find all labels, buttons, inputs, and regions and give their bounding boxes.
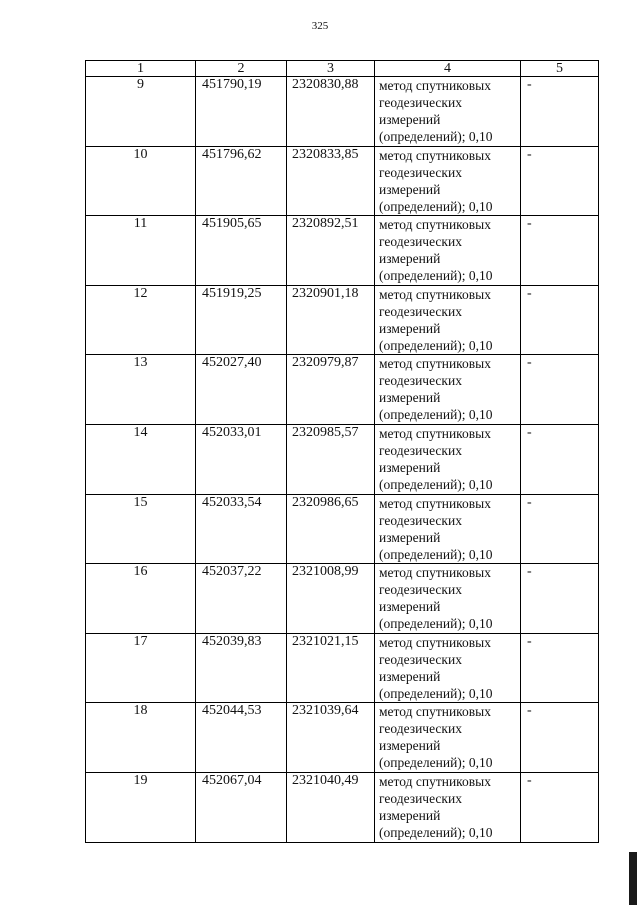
y-coordinate-cell: 2320830,88: [287, 77, 375, 147]
x-coordinate-cell: 452044,53: [196, 703, 287, 773]
table-row: [86, 424, 599, 494]
table-row: [86, 564, 599, 634]
point-number-cell: 12: [86, 285, 196, 355]
y-coordinate-cell: 2320901,18: [287, 285, 375, 355]
coordinates-table: [85, 60, 599, 843]
note-cell: -: [521, 424, 599, 494]
x-coordinate-cell: 451796,62: [196, 146, 287, 216]
method-text: метод спутниковых геодезических измерений (определений); 0,10: [379, 565, 493, 632]
method-text: метод спутниковых геодезических измерений (определений); 0,10: [379, 704, 493, 771]
column-header-4: 4: [375, 61, 521, 77]
point-number-cell: 9: [86, 77, 196, 147]
table-row: [86, 77, 599, 147]
y-coordinate-cell: 2320985,57: [287, 424, 375, 494]
column-header-3: 3: [287, 61, 375, 77]
method-cell: [375, 494, 521, 564]
y-coordinate-cell: 2321039,64: [287, 703, 375, 773]
x-coordinate-cell: 451790,19: [196, 77, 287, 147]
method-text: метод спутниковых геодезических измерений (определений); 0,10: [379, 78, 493, 144]
y-coordinate-cell: 2320833,85: [287, 146, 375, 216]
point-number-cell: 13: [86, 355, 196, 425]
method-cell: [375, 564, 521, 634]
note-cell: -: [521, 77, 599, 147]
method-cell: [375, 703, 521, 773]
note-cell: -: [521, 703, 599, 773]
method-text: метод спутниковых геодезических измерений (определений); 0,10: [379, 217, 493, 284]
method-cell: [375, 216, 521, 286]
table-row: [86, 772, 599, 842]
x-coordinate-cell: 452067,04: [196, 772, 287, 842]
note-cell: -: [521, 494, 599, 564]
method-cell: [375, 633, 521, 703]
y-coordinate-cell: 2321008,99: [287, 564, 375, 634]
y-coordinate-cell: 2321040,49: [287, 772, 375, 842]
page-number: 325: [311, 20, 329, 32]
x-coordinate-cell: 452037,22: [196, 564, 287, 634]
x-coordinate-cell: 452027,40: [196, 355, 287, 425]
note-cell: -: [521, 633, 599, 703]
point-number-cell: 18: [86, 703, 196, 773]
note-cell: -: [521, 772, 599, 842]
method-cell: [375, 772, 521, 842]
scan-edge-mark: [629, 852, 637, 905]
note-cell: -: [521, 216, 599, 286]
table-row: [86, 146, 599, 216]
x-coordinate-cell: 451919,25: [196, 285, 287, 355]
x-coordinate-cell: 452033,01: [196, 424, 287, 494]
x-coordinate-cell: 452039,83: [196, 633, 287, 703]
point-number-cell: 10: [86, 146, 196, 216]
method-text: метод спутниковых геодезических измерений (определений); 0,10: [379, 634, 493, 701]
point-number-cell: 17: [86, 633, 196, 703]
method-cell: [375, 285, 521, 355]
point-number-cell: 14: [86, 424, 196, 494]
method-cell: [375, 424, 521, 494]
y-coordinate-cell: 2320979,87: [287, 355, 375, 425]
note-cell: -: [521, 564, 599, 634]
method-cell: [375, 146, 521, 216]
method-cell: [375, 355, 521, 425]
method-text: метод спутниковых геодезических измерений (определений); 0,10: [379, 356, 493, 423]
note-cell: -: [521, 146, 599, 216]
y-coordinate-cell: 2320892,51: [287, 216, 375, 286]
method-text: метод спутниковых геодезических измерений (определений); 0,10: [379, 425, 493, 492]
column-header-2: 2: [196, 61, 287, 77]
method-text: метод спутниковых геодезических измерений (определений); 0,10: [379, 773, 493, 840]
method-text: метод спутниковых геодезических измерений (определений); 0,10: [379, 286, 493, 353]
column-header-1: 1: [86, 61, 196, 77]
table-header-row: [86, 61, 599, 77]
method-cell: [375, 77, 521, 147]
column-header-5: 5: [521, 61, 599, 77]
table-row: [86, 703, 599, 773]
note-cell: -: [521, 285, 599, 355]
point-number-cell: 16: [86, 564, 196, 634]
point-number-cell: 11: [86, 216, 196, 286]
table-row: [86, 494, 599, 564]
table-row: [86, 355, 599, 425]
y-coordinate-cell: 2321021,15: [287, 633, 375, 703]
table-row: [86, 285, 599, 355]
point-number-cell: 19: [86, 772, 196, 842]
method-text: метод спутниковых геодезических измерений (определений); 0,10: [379, 495, 493, 562]
table-row: [86, 633, 599, 703]
point-number-cell: 15: [86, 494, 196, 564]
note-cell: -: [521, 355, 599, 425]
x-coordinate-cell: 451905,65: [196, 216, 287, 286]
x-coordinate-cell: 452033,54: [196, 494, 287, 564]
table-row: [86, 216, 599, 286]
method-text: метод спутниковых геодезических измерений (определений); 0,10: [379, 147, 493, 214]
y-coordinate-cell: 2320986,65: [287, 494, 375, 564]
